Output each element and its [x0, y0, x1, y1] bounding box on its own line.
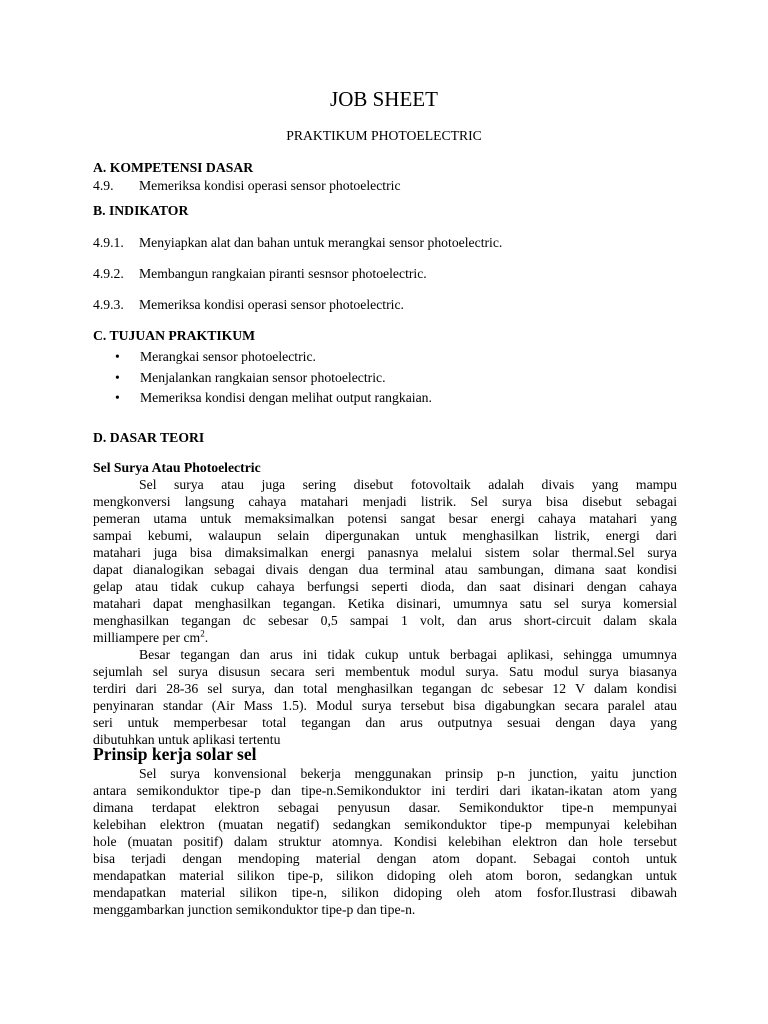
paragraph-line: Sel surya konvensional bekerja menggunakan prinsip p-n junction, yaitu junction [139, 766, 677, 781]
paragraph-sel-surya [93, 476, 677, 646]
paragraph-line: antara semikonduktor tipe-p dan tipe-n.Semikonduktor ini terdiri dari ikatan-ikatan atom yang [93, 783, 677, 798]
paragraph-line: menggambarkan junction semikonduktor tipe-p dan tipe-n. [93, 902, 416, 917]
subheading-sel-surya: Sel Surya Atau Photoelectric [93, 460, 261, 475]
paragraph-tegangan [93, 646, 677, 748]
indicator-text-1: Menyiapkan alat dan bahan untuk merangkai sensor photoelectric. [139, 235, 503, 250]
goal-item-1: Merangkai sensor photoelectric. [140, 349, 316, 364]
section-b-heading: B. INDIKATOR [93, 203, 189, 218]
paragraph-line: pemeran utama untuk memaksimalkan potensi sangat besar energi cahaya matahari yang [93, 511, 677, 526]
paragraph-line: dapat dianalogikan sebagai divais dengan dua terminal atau sambungan, dimana saat kondisi [93, 562, 677, 577]
paragraph-prinsip-kerja [93, 765, 677, 918]
section-d-heading: D. DASAR TEORI [93, 430, 205, 445]
paragraph-line: Besar tegangan dan arus ini tidak cukup untuk berbagai aplikasi, sehingga umumnya [139, 647, 677, 662]
paragraph-line: mendapatkan material silikon tipe-n, silikon didoping oleh atom fosfor.Ilustrasi dibawah [93, 885, 677, 900]
paragraph-line: terdiri dari 28-36 sel surya, dan total menghasilkan tegangan dc sebesar 12 V dalam kondisi [93, 681, 677, 696]
section-a-item-text: Memeriksa kondisi operasi sensor photoelectric [139, 178, 401, 193]
section-c-heading: C. TUJUAN PRAKTIKUM [93, 328, 256, 343]
paragraph-line: sejumlah sel surya disusun secara seri membentuk modul surya. Satu modul surya biasanya [93, 664, 677, 679]
goal-item-3: Memeriksa kondisi dengan melihat output rangkaian. [140, 390, 432, 405]
paragraph-line: mengkonversi langsung cahaya matahari menjadi listrik. Sel surya bisa disebut sebagai [93, 494, 677, 509]
paragraph-line: penyinaran standar (Air Mass 1.5). Modul surya tersebut bisa digabungkan secara paralel atau [93, 698, 677, 713]
paragraph-line: dibutuhkan untuk aplikasi tertentu [93, 732, 281, 747]
unit-text: milliampere per cm [93, 630, 201, 645]
indicator-text-2: Membangun rangkaian piranti sesnsor photoelectric. [139, 266, 427, 281]
indicator-number-1: 4.9.1. [93, 235, 124, 250]
paragraph-last-line [93, 629, 677, 646]
paragraph-line: gelap atau tidak cukup cahaya berfungsi seperti dioda, dan saat disinari dengan cahaya [93, 579, 677, 594]
page-subtitle: PRAKTIKUM PHOTOELECTRIC [286, 128, 482, 143]
paragraph-line: Sel surya atau juga sering disebut fotovoltaik adalah divais yang mampu [139, 477, 677, 492]
indicator-number-2: 4.9.2. [93, 266, 124, 281]
indicator-number-3: 4.9.3. [93, 297, 124, 312]
page-title: JOB SHEET [330, 87, 438, 111]
paragraph-line: seri untuk memperbesar total tegangan dan arus outputnya sesuai dengan daya yang [93, 715, 677, 730]
paragraph-line: dimana terdapat elektron sebagai penyusun dasar. Semikonduktor tipe-n mempunyai [93, 800, 677, 815]
period: . [204, 630, 209, 645]
paragraph-line: matahari dapat menghasilkan tegangan. Ketika disinari, umumnya satu sel surya komersial [93, 596, 677, 611]
paragraph-line: sampai kebumi, walaupun selain dipergunakan untuk menghasilkan listrik, energi dari [93, 528, 677, 543]
indicator-text-3: Memeriksa kondisi operasi sensor photoelectric. [139, 297, 404, 312]
paragraph-line: bisa terjadi dengan mendoping material dengan atom dopant. Sebagai contoh untuk [93, 851, 677, 866]
goal-item-2: Menjalankan rangkaian sensor photoelectric. [140, 370, 386, 385]
superscript: 2 [200, 628, 205, 639]
section-a-heading: A. KOMPETENSI DASAR [93, 160, 254, 175]
paragraph-line: matahari juga bisa dimaksimalkan energi panasnya melalui sistem solar thermal.Sel surya [93, 545, 677, 560]
paragraph-line: kelebihan elektron (muatan negatif) sedangkan semikonduktor tipe-p mempunyai kelebihan [93, 817, 677, 832]
bullet-icon: • [115, 349, 120, 364]
subheading-prinsip-kerja: Prinsip kerja solar sel [93, 744, 257, 764]
paragraph-line: hole (muatan positif) dalam struktur atomnya. Kondisi kelebihan elektron dan hole tersebut [93, 834, 677, 849]
bullet-icon: • [115, 370, 120, 385]
paragraph-line: mendapatkan material silikon tipe-p, silikon didoping oleh atom boron, sedangkan untuk [93, 868, 677, 883]
bullet-icon: • [115, 390, 120, 405]
paragraph-line: menghasilkan tegangan dc sebesar 0,5 sampai 1 volt, dan arus short-circuit dalam skala [93, 613, 677, 628]
section-a-item-number: 4.9. [93, 178, 114, 193]
